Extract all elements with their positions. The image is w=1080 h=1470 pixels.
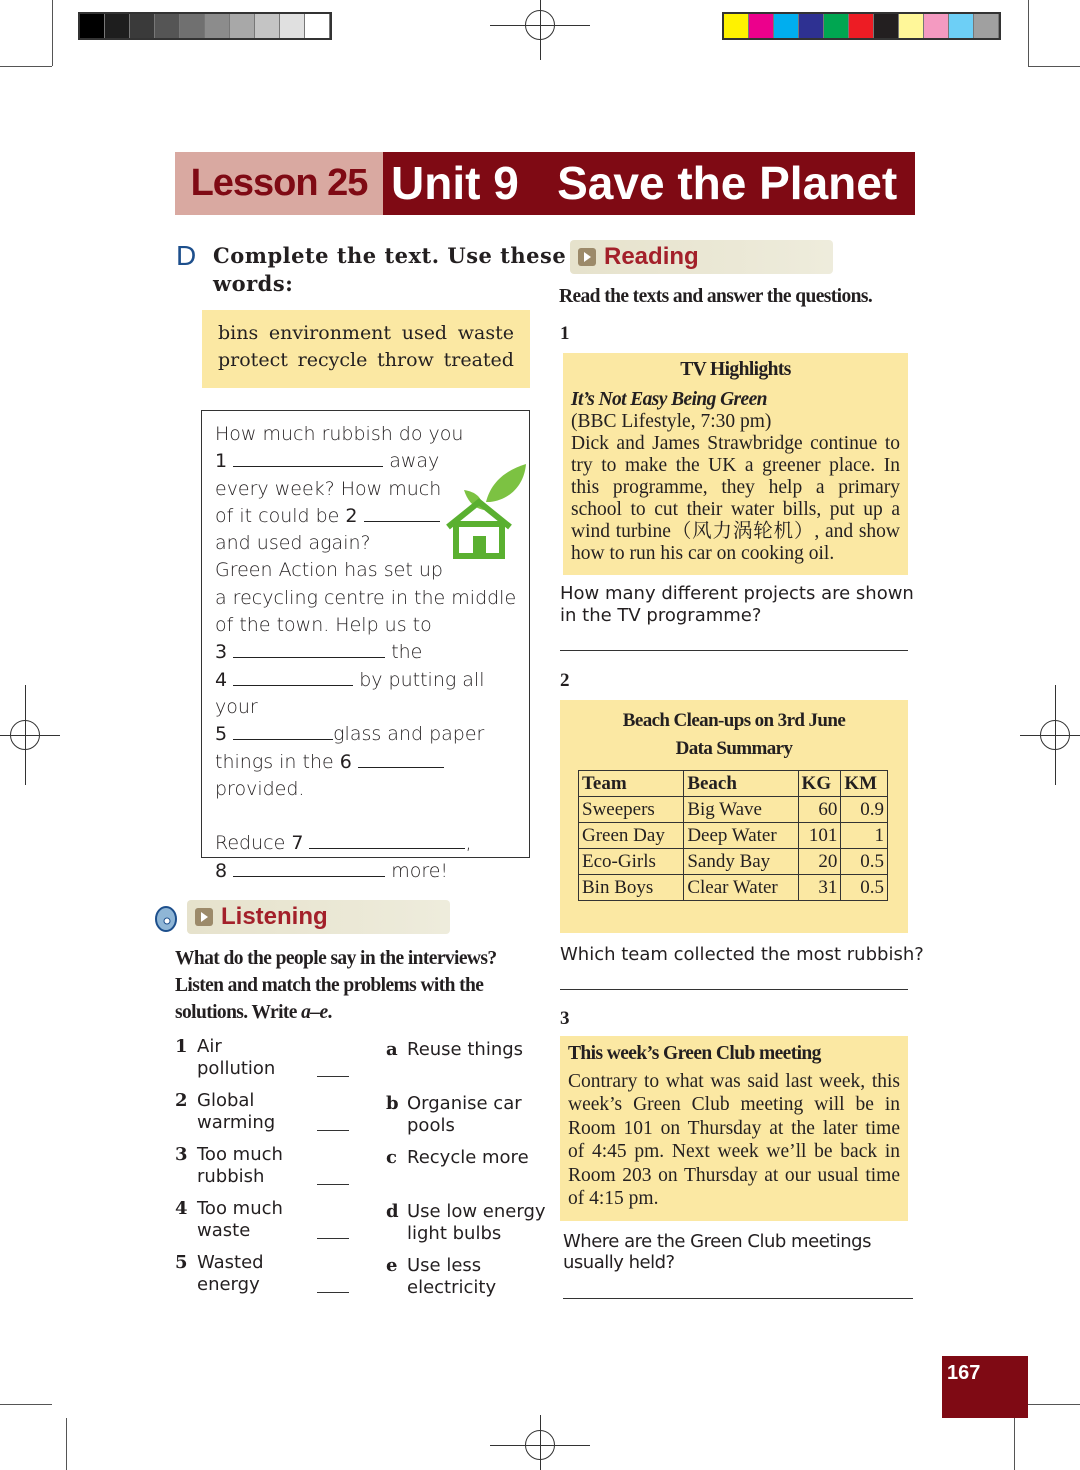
cd-audio-icon[interactable] — [155, 906, 177, 932]
gray-swatch — [205, 14, 230, 38]
text-line: the — [391, 641, 423, 664]
problem-text: Air — [197, 1036, 222, 1057]
text-line: of the town. Help us to — [215, 614, 432, 637]
table-header: KG — [798, 771, 841, 797]
color-swatch — [724, 14, 749, 38]
section-instruction — [213, 242, 566, 298]
word-option: waste — [457, 322, 514, 344]
text-line: How much rubbish do you — [215, 423, 464, 445]
crop-mark — [1028, 1404, 1080, 1405]
table-row — [579, 797, 888, 823]
blank-3[interactable] — [233, 641, 385, 658]
question: Which team collected the most rubbish? — [560, 944, 924, 965]
instruction-line: Listen and match the problems with the — [175, 975, 484, 996]
answer-line[interactable] — [560, 989, 908, 990]
solution-letter: c — [386, 1147, 397, 1168]
table-cell: 1 — [841, 823, 888, 849]
color-swatch — [899, 14, 924, 38]
table-row — [579, 875, 888, 901]
blank-1[interactable] — [233, 450, 383, 467]
instruction-line: Complete the text. Use these — [213, 243, 567, 268]
blank-number: 8 — [215, 859, 228, 882]
instruction-range: a–e — [301, 1002, 328, 1023]
problems-list — [175, 1036, 355, 1306]
blank-number: 3 — [215, 641, 228, 664]
question: How many different projects are shown in the TV programme? — [560, 583, 914, 626]
problem-number: 5 — [175, 1252, 188, 1273]
answer-blank[interactable] — [317, 1184, 349, 1185]
problem-text: pollution — [197, 1058, 276, 1079]
box-heading: TV Highlights — [680, 359, 791, 380]
crop-mark — [1028, 0, 1029, 66]
table-cell: Eco-Girls — [579, 849, 684, 875]
gray-swatch — [280, 14, 305, 38]
unit-number: Unit 9 — [391, 157, 519, 209]
gray-swatch — [130, 14, 155, 38]
word-box — [202, 310, 530, 388]
blank-number: 5 — [215, 723, 228, 746]
table-cell: 101 — [798, 823, 841, 849]
table-cell: 60 — [798, 797, 841, 823]
solutions-list — [386, 1036, 546, 1306]
color-swatch — [974, 14, 999, 38]
gray-swatch — [255, 14, 280, 38]
text-line: away — [389, 450, 440, 473]
text-number: 3 — [560, 1008, 570, 1029]
crop-mark — [52, 0, 53, 66]
color-swatch — [924, 14, 949, 38]
crop-mark — [1014, 1418, 1015, 1470]
green-club-box — [560, 1036, 908, 1221]
reading-instruction: Read the texts and answer the questions. — [559, 286, 873, 307]
solution-item — [386, 1198, 546, 1252]
table-cell: 31 — [798, 875, 841, 901]
color-swatch — [774, 14, 799, 38]
data-summary-table — [578, 770, 888, 901]
table-cell: Bin Boys — [579, 875, 684, 901]
instruction-line: What do the people say in the interviews? — [175, 948, 497, 969]
solution-item — [386, 1090, 546, 1144]
text-line: more! — [391, 859, 449, 882]
table-cell: 0.9 — [841, 797, 888, 823]
problem-text: Too much — [197, 1144, 283, 1165]
solution-letter: e — [386, 1255, 398, 1276]
show-title: It’s Not Easy Being Green — [571, 389, 767, 410]
instruction-line: words: — [213, 271, 294, 296]
solution-letter: a — [386, 1039, 398, 1060]
solution-letter: b — [386, 1093, 399, 1114]
gray-swatch — [155, 14, 180, 38]
blank-6[interactable] — [358, 751, 444, 768]
table-row — [579, 849, 888, 875]
page-number-box — [942, 1356, 1028, 1418]
color-swatch — [799, 14, 824, 38]
answer-blank[interactable] — [317, 1292, 349, 1293]
word-option: treated — [443, 349, 514, 371]
solution-letter: d — [386, 1201, 399, 1222]
problem-text: Too much — [197, 1198, 283, 1219]
color-swatch — [824, 14, 849, 38]
table-cell: 0.5 — [841, 849, 888, 875]
problem-text: Wasted — [197, 1252, 264, 1273]
unit-title — [383, 152, 915, 215]
table-cell: Green Day — [579, 823, 684, 849]
color-swatch — [949, 14, 974, 38]
solution-text: Recycle more — [407, 1147, 529, 1168]
listening-instruction: What do the people say in the interviews? Listen and match the problems with the solutions. Write a–e. — [175, 945, 497, 1026]
table-header: Team — [579, 771, 684, 797]
solution-text: light bulbs — [407, 1223, 502, 1244]
blank-4[interactable] — [233, 669, 353, 686]
crop-mark — [0, 66, 52, 67]
text-line: by putting all your — [215, 668, 485, 718]
blank-number: 7 — [291, 832, 304, 855]
crosshair-line — [1020, 735, 1080, 736]
page-number: 167 — [947, 1362, 981, 1384]
answer-blank[interactable] — [317, 1130, 349, 1131]
word-option: protect — [218, 349, 288, 371]
blank-number: 1 — [215, 450, 228, 473]
crop-mark — [0, 1404, 52, 1405]
box-heading: This week’s Green Club meeting — [568, 1043, 821, 1064]
crosshair-line — [540, 1415, 541, 1470]
play-icon — [195, 908, 213, 926]
solution-text: Use less — [407, 1255, 482, 1276]
page-title: Save the Planet — [557, 157, 898, 209]
solution-text: electricity — [407, 1277, 497, 1298]
table-header: KM — [841, 771, 888, 797]
text-line: things in the — [215, 750, 334, 773]
show-channel: (BBC Lifestyle, 7:30 pm) — [571, 411, 772, 432]
problem-item — [175, 1036, 355, 1090]
problem-text: rubbish — [197, 1166, 265, 1187]
problem-number: 1 — [175, 1036, 188, 1057]
solution-item — [386, 1144, 546, 1198]
box-body: Dick and James Strawbridge continue to try to make the UK a greener place. In this programme, they help a primary school to cut their water bills, put up a wind turbine（风力涡轮机）, and show how to run his car on cooking oil. — [571, 433, 900, 564]
tv-highlights-box — [563, 353, 908, 575]
gray-swatch — [180, 14, 205, 38]
text-line: glass and paper — [333, 723, 485, 746]
word-option: bins — [218, 322, 259, 344]
solution-text: Use low energy — [407, 1201, 546, 1222]
question: Where are the Green Club meetings usually held? — [563, 1231, 871, 1273]
text-number: 2 — [560, 670, 570, 691]
blank-2[interactable] — [364, 505, 440, 522]
crop-mark — [66, 1418, 67, 1470]
beach-cleanup-box — [560, 700, 908, 933]
solution-item — [386, 1252, 546, 1306]
box-heading: Beach Clean-ups on 3rd June — [622, 710, 846, 731]
text-line: Reduce — [215, 832, 286, 855]
answer-blank[interactable] — [317, 1076, 349, 1077]
box-subheading: Data Summary — [675, 738, 793, 759]
table-cell: Big Wave — [684, 797, 798, 823]
table-cell: Deep Water — [684, 823, 798, 849]
crosshair-line — [25, 685, 26, 785]
problem-item — [175, 1252, 355, 1306]
text-line: provided. — [215, 777, 305, 800]
section-label: Listening — [221, 903, 328, 930]
reading-section-header — [570, 240, 833, 274]
text-line: Green Action has set up — [215, 559, 443, 582]
gray-swatch — [305, 14, 330, 38]
crosshair-line — [0, 735, 60, 736]
blank-number: 6 — [339, 750, 352, 773]
gray-swatch — [80, 14, 105, 38]
text-line: of it could be — [215, 504, 340, 527]
solution-text: Reuse things — [407, 1039, 524, 1060]
solution-text: pools — [407, 1115, 455, 1136]
word-option: throw — [377, 349, 434, 371]
problem-item — [175, 1144, 355, 1198]
blank-5[interactable] — [233, 723, 333, 740]
problem-text: energy — [197, 1274, 260, 1295]
text-line: a recycling centre in the middle — [215, 586, 517, 609]
problem-item — [175, 1198, 355, 1252]
word-option: recycle — [297, 349, 368, 371]
instruction-line: solutions. Write — [175, 1002, 302, 1023]
problem-number: 2 — [175, 1090, 188, 1111]
table-header: Beach — [684, 771, 798, 797]
crosshair-line — [540, 0, 541, 60]
answer-line[interactable] — [560, 650, 908, 651]
table-cell: Clear Water — [684, 875, 798, 901]
color-swatch — [874, 14, 899, 38]
word-option: environment — [268, 322, 392, 344]
listening-section-header — [187, 900, 450, 934]
crosshair-line — [1055, 685, 1056, 785]
color-swatch — [849, 14, 874, 38]
word-option: used — [401, 322, 448, 344]
table-row — [579, 823, 888, 849]
solution-text: Organise car — [407, 1093, 522, 1114]
crop-mark — [1028, 66, 1080, 67]
problem-text: waste — [197, 1220, 251, 1241]
blank-8[interactable] — [233, 860, 385, 877]
answer-line[interactable] — [563, 1298, 913, 1299]
color-bar — [722, 12, 1001, 40]
box-body: Contrary to what was said last week, this week’s Green Club meeting will be in Room 101 on Thursday at the later time of 4:45 pm. Next week we’ll be back in Room 203 on Thursday at our usual time of 4:15 pm. — [568, 1070, 900, 1209]
solution-item — [386, 1036, 546, 1090]
blank-number: 4 — [215, 668, 228, 691]
section-label: Reading — [604, 243, 699, 270]
table-cell: 20 — [798, 849, 841, 875]
gray-swatch — [105, 14, 130, 38]
gray-swatch — [230, 14, 255, 38]
play-icon — [578, 248, 596, 266]
blank-number: 2 — [345, 504, 358, 527]
table-cell: Sandy Bay — [684, 849, 798, 875]
answer-blank[interactable] — [317, 1238, 349, 1239]
blank-7[interactable] — [309, 832, 465, 849]
color-swatch — [749, 14, 774, 38]
green-house-icon — [446, 462, 528, 560]
fill-in-text-box: How much rubbish do you 1 away every week? How much of it could be 2 and used again? Green Action has set up a recycling centre in the middle of the town. Help us to 3 the 4 by putting all your 5 glass and paper things in the 6 provided. Reduce 7 , 8 more! — [201, 410, 530, 858]
problem-text: warming — [197, 1112, 276, 1133]
problem-number: 3 — [175, 1144, 188, 1165]
text-number: 1 — [560, 323, 570, 344]
section-letter: D — [176, 240, 197, 271]
table-cell: 0.5 — [841, 875, 888, 901]
problem-item — [175, 1090, 355, 1144]
grayscale-bar — [78, 12, 332, 40]
problem-text: Global — [197, 1090, 255, 1111]
lesson-label: Lesson 25 — [175, 152, 383, 215]
table-cell: Sweepers — [579, 797, 684, 823]
text-line: and used again? — [215, 532, 371, 555]
problem-number: 4 — [175, 1198, 188, 1219]
text-line: every week? How much — [215, 477, 442, 500]
